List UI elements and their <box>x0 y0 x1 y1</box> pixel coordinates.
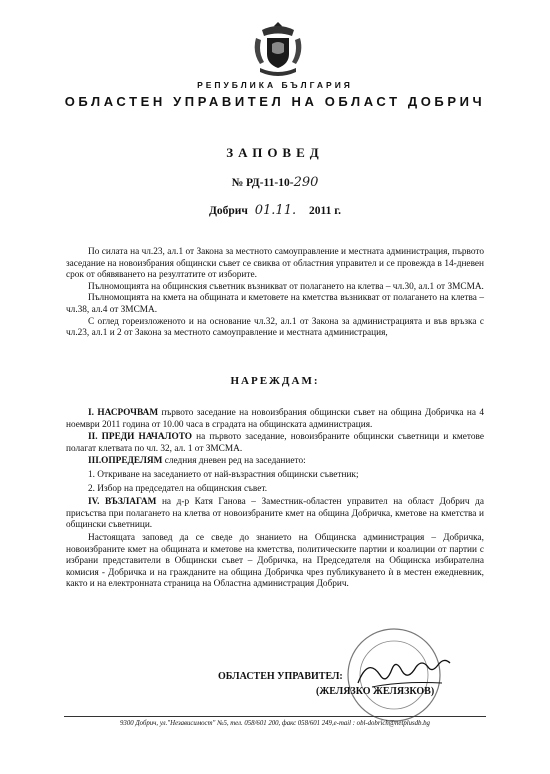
order-item-1-text: първото заседание на новоизбрания общински съвет на община Добричка на 4 ноември 2011 година от 10.00 часа в сградата на общинската администрация. <box>66 408 484 430</box>
header-office: ОБЛАСТЕН УПРАВИТЕЛ НА ОБЛАСТ ДОБРИЧ <box>64 94 486 109</box>
coat-of-arms-emblem <box>250 20 306 78</box>
order-item-3-label: III.ОПРЕДЕЛЯМ <box>88 456 163 467</box>
order-items <box>66 408 484 592</box>
date-year: 2011 г. <box>308 205 342 217</box>
order-item-4 <box>66 497 484 532</box>
preamble <box>66 247 484 340</box>
number-prefix: № РД-11-10- <box>231 177 294 189</box>
closing-paragraph: Настоящата заповед да се сведе до знанието на Общинска администрация – Добричка, новоизбраните кмет на общината и кметове на кметства, политическите партии и коалиции от партии с избрани представители в Общински съвет – Добричка, на Председателя на Общинска избирателна комисия - Добричка и на гражданите на община Добричка чрез публикуването ѝ в местен ежедневник, както и на електронната страница на Областна администрация Добрич. <box>66 532 484 590</box>
order-item-2-text: на първото заседание, новоизбраните общински съветници и кметове полагат клетвата по чл. 32, ал. 1 от ЗМСМА. <box>66 432 484 454</box>
order-item-1-label: I. НАСРОЧВАМ <box>88 408 159 418</box>
order-item-1 <box>66 408 484 431</box>
signatory-name: (ЖЕЛЯЗКО ЖЕЛЯЗКОВ) <box>316 686 435 697</box>
preamble-paragraph: С оглед гореизложеното и на основание чл.32, ал.1 от Закона за администрацията и във връзка с чл.23, ал.1 и 2 от Закона за местното самоуправление и местната администрация, <box>66 316 484 339</box>
date-handwritten: 01.11. <box>254 203 297 218</box>
order-item-4-text: на д-р Катя Ганова – Заместник-областен управител на област Добрич да присъства при полагането на клетва от новоизбраните кмет на община Добричка, кметове на кметства и общински съветници. <box>66 497 484 531</box>
preamble-paragraph: По силата на чл.23, ал.1 от Закона за местното самоуправление и местната администрация, първото заседание на новоизбрания общински съвет се свиква от областния управител и се провежда в 14-дневен срок от обявяването на резултатите от изборите. <box>66 247 484 281</box>
document-date <box>0 203 550 218</box>
order-heading: НАРЕЖДАМ: <box>230 375 320 387</box>
agenda-item-2: 2. Избор на председател на общинския съвет. <box>88 483 268 494</box>
preamble-paragraph: Пълномощията на кмета на общината и кметовете на кметства възникват от полагането на клетва – чл.38, ал.4 от ЗМСМА. <box>66 293 484 315</box>
header-republic: РЕПУБЛИКА БЪЛГАРИЯ <box>197 80 353 90</box>
signatory-title: ОБЛАСТЕН УПРАВИТЕЛ: <box>218 671 343 682</box>
order-item-2-label: II. ПРЕДИ НАЧАЛОТО <box>88 432 193 443</box>
number-handwritten: 290 <box>293 175 319 190</box>
document-title: ЗАПОВЕД <box>226 145 324 160</box>
agenda-item-1: 1. Откриване на заседанието от най-възрастния общински съветник; <box>88 469 359 480</box>
date-city: Добрич <box>208 205 248 217</box>
footer-contacts: 9300 Добрич, ул."Независимост" №5, тел. 058/601 200, факс 058/601 249,e-mail : obl-dobrich@netplusdb.bg <box>120 720 430 727</box>
order-item-2 <box>66 432 484 455</box>
preamble-paragraph: Пълномощията на общинския съветник възникват от полагането на клетва – чл.30, ал.1 от ЗМСМА. <box>88 281 484 292</box>
footer-divider <box>64 716 486 717</box>
order-item-4-label: IV. ВЪЗЛАГАМ <box>88 497 157 508</box>
document-number <box>0 175 550 190</box>
order-item-3 <box>66 456 484 468</box>
order-item-3-text: следния дневен ред на заседанието: <box>162 456 306 467</box>
